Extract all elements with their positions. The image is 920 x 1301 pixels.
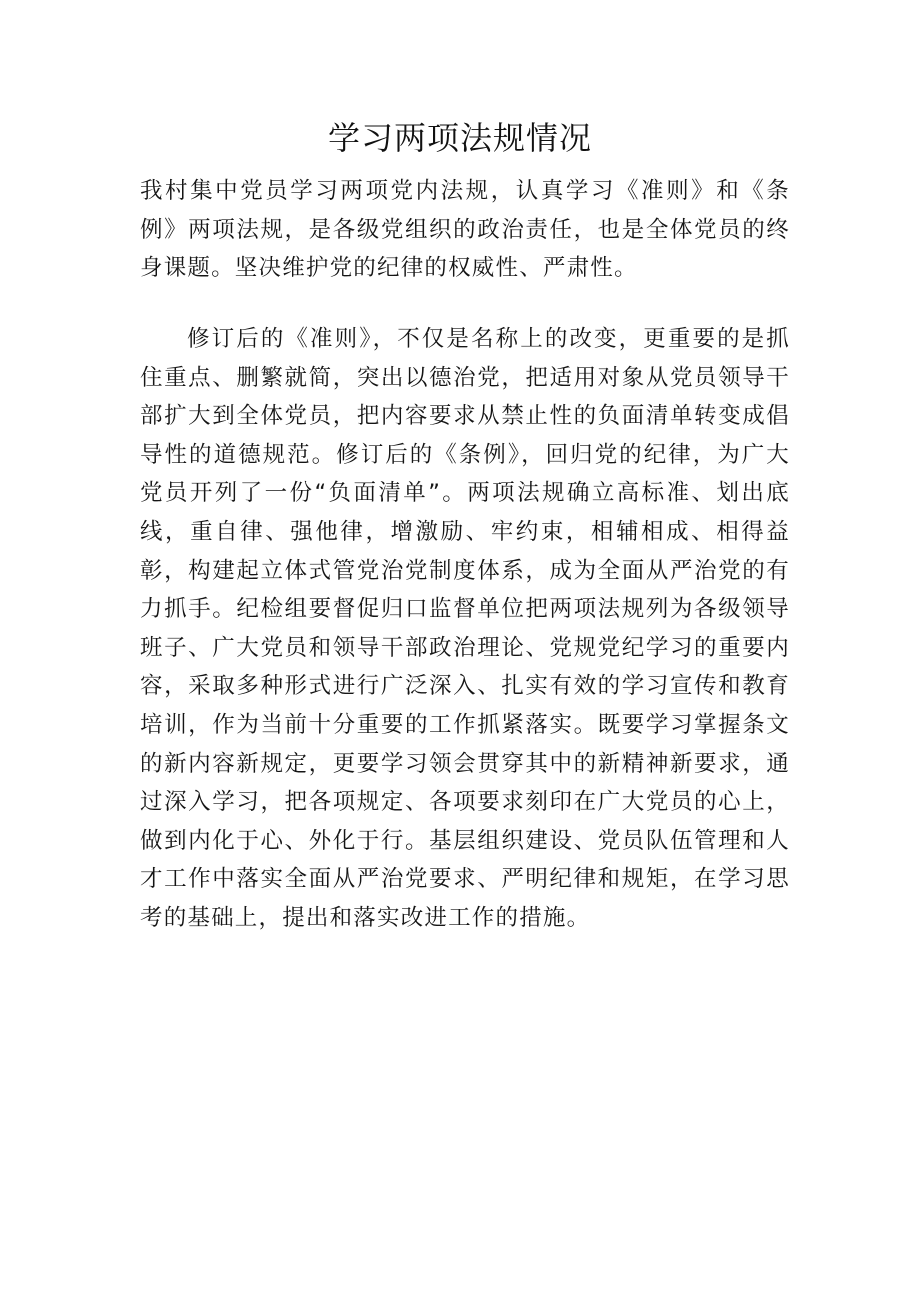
paragraph-intro: 我村集中党员学习两项党内法规，认真学习《准则》和《条例》两项法规，是各级党组织的政治责任，也是全体党员的终身课题。坚决维护党的纪律的权威性、严肃性。: [140, 178, 790, 282]
paragraph-main: 修订后的《准则》，不仅是名称上的改变，更重要的是抓住重点、删繁就简，突出以德治党，把适用对象从党员领导干部扩大到全体党员，把内容要求从禁止性的负面清单转变成倡导性的道德规范。修订后的《条例》，回归党的纪律，为广大党员开列了一份“负面清单”。两项法规确立高标准、划出底线，重自律、强他律，增激励、牢约束，相辅相成、相得益彰，构建起立体式管党治党制度体系，成为全面从严治党的有力抓手。纪检组要督促归口监督单位把两项法规列为各级领导班子、广大党员和领导干部政治理论、党规党纪学习的重要内容，采取多种形式进行广泛深入、扎实有效的学习宣传和教育培训，作为当前十分重要的工作抓紧落实。既要学习掌握条文的新内容新规定，更要学习领会贯穿其中的新精神新要求，通过深入学习，把各项规定、各项要求刻印在广大党员的心上，做到内化于心、外化于行。基层组织建设、党员队伍管理和人才工作中落实全面从严治党要求、严明纪律和规矩，在学习思考的基础上，提出和落实改进工作的措施。: [140, 326, 790, 931]
document-title: 学习两项法规情况: [327, 119, 592, 157]
